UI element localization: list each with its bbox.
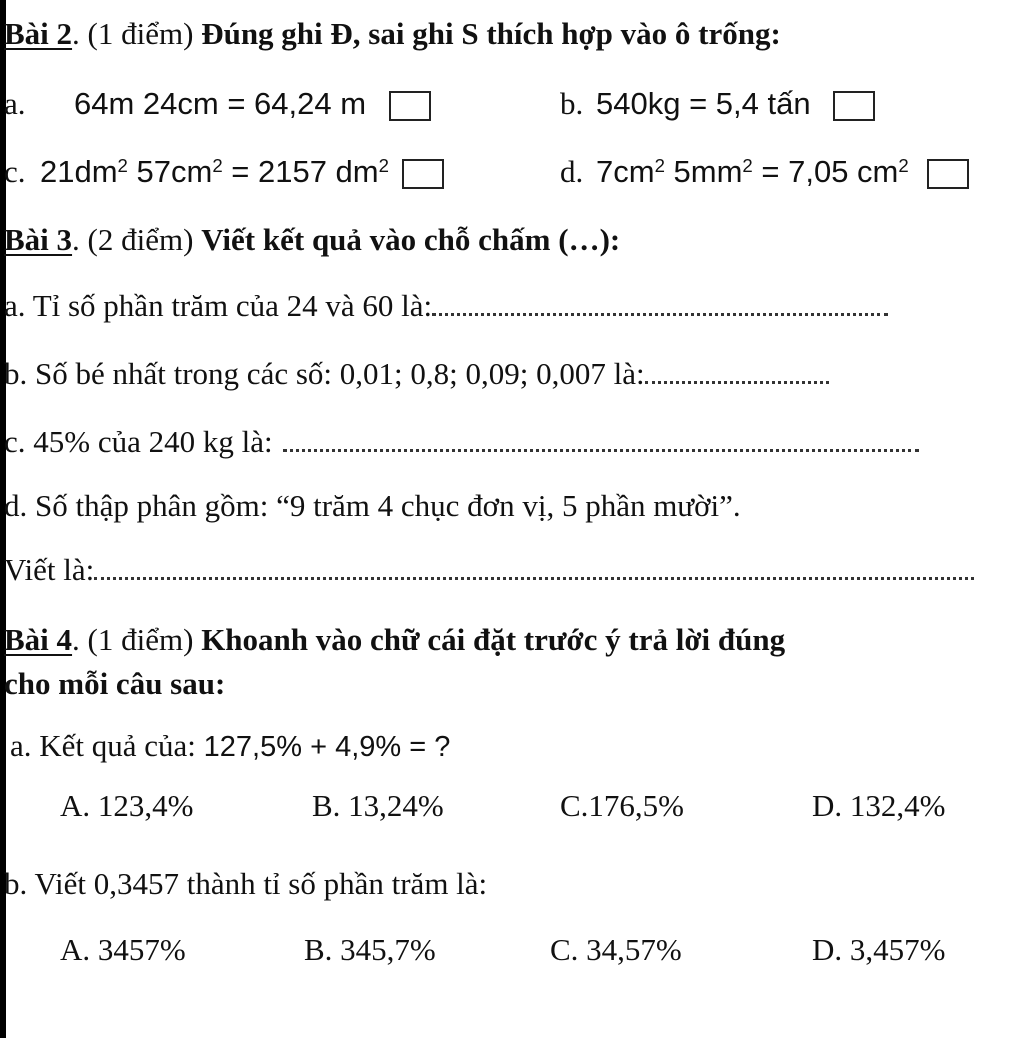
bai2-d-exp-2: 2 xyxy=(742,154,753,176)
bai2-d-exp-3: 2 xyxy=(898,154,909,176)
bai3-c-answer-line[interactable] xyxy=(283,448,919,452)
bai4-qb-option-a[interactable]: A. 3457% xyxy=(60,932,186,967)
bai2-c-expr-b: 57cm xyxy=(127,154,213,189)
bai2-c-expr-a: 21dm xyxy=(40,154,118,189)
bai2-a-expr: 64m 24cm = 64,24 m xyxy=(74,86,367,121)
bai4-qa-prompt: a. Kết quả của: xyxy=(10,728,204,763)
bai3-b-text: b. Số bé nhất trong các số: 0,01; 0,8; 0,09; 0,007 là: xyxy=(4,356,645,391)
bai4-label: Bài 4 xyxy=(4,622,73,657)
bai2-a-row xyxy=(74,84,431,124)
bai2-d-answer-box[interactable] xyxy=(927,159,969,189)
bai3-label: Bài 3 xyxy=(4,222,73,257)
bai2-c-exp-2: 2 xyxy=(212,154,223,176)
bai2-b-row xyxy=(596,84,875,124)
bai3-heading xyxy=(4,220,620,260)
bai3-b-answer-line[interactable] xyxy=(645,380,829,384)
bai3-d-answer-line[interactable] xyxy=(94,576,974,580)
bai4-qa-expr: 127,5% + 4,9% = ? xyxy=(203,731,451,763)
bai2-points: . (1 điểm) xyxy=(72,16,202,51)
bai3-write xyxy=(4,550,974,590)
bai3-c xyxy=(4,422,919,462)
bai2-c-expr-c: = 2157 dm xyxy=(222,154,379,189)
bai4-qa-option-a[interactable]: A. 123,4% xyxy=(60,788,194,823)
bai4-qb-prompt: b. Viết 0,3457 thành tỉ số phần trăm là: xyxy=(4,866,488,901)
bai3-a xyxy=(4,286,888,326)
bai2-c-answer-box[interactable] xyxy=(402,159,444,189)
bai3-points: . (2 điểm) xyxy=(72,222,202,257)
bai2-b-answer-box[interactable] xyxy=(833,91,875,121)
bai4-instruction-1: Khoanh vào chữ cái đặt trước ý trả lời đúng xyxy=(201,622,786,657)
bai4-qa xyxy=(10,726,450,767)
bai2-d-expr-c: = 7,05 cm xyxy=(752,154,899,189)
bai3-write-text: Viết là: xyxy=(4,552,95,587)
bai4-points: . (1 điểm) xyxy=(72,622,202,657)
bai4-qa-option-c[interactable]: C.176,5% xyxy=(560,788,684,823)
bai2-heading xyxy=(4,14,781,54)
bai4-qb-option-b[interactable]: B. 345,7% xyxy=(304,932,436,967)
bai4-qb-option-c[interactable]: C. 34,57% xyxy=(550,932,682,967)
bai3-a-answer-line[interactable] xyxy=(432,312,888,316)
bai2-a-letter: a. xyxy=(4,86,26,121)
bai4-qb-option-d[interactable]: D. 3,457% xyxy=(812,932,946,967)
bai2-c-exp-1: 2 xyxy=(117,154,128,176)
bai2-d-row xyxy=(596,152,969,192)
bai3-b xyxy=(4,354,829,394)
bai2-a-answer-box[interactable] xyxy=(389,91,431,121)
bai2-label: Bài 2 xyxy=(4,16,73,51)
bai3-d: d. Số thập phân gồm: “9 trăm 4 chục đơn vị, 5 phần mười”. xyxy=(4,488,741,523)
bai3-a-text: a. Tỉ số phần trăm của 24 và 60 là: xyxy=(4,288,433,323)
bai4-qa-option-d[interactable]: D. 132,4% xyxy=(812,788,946,823)
bai2-b-expr: 540kg = 5,4 tấn xyxy=(596,86,811,121)
bai2-c-letter: c. xyxy=(4,154,26,189)
bai2-d-letter: d. xyxy=(560,154,584,189)
bai4-heading xyxy=(4,620,785,660)
bai4-qa-option-b[interactable]: B. 13,24% xyxy=(312,788,444,823)
bai3-c-text: c. 45% của 240 kg là: xyxy=(4,424,273,459)
bai2-d-expr-a: 7cm xyxy=(596,154,655,189)
bai2-c-exp-3: 2 xyxy=(378,154,389,176)
bai2-d-expr-b: 5mm xyxy=(664,154,743,189)
bai4-instruction-2: cho mỗi câu sau: xyxy=(4,666,226,701)
bai2-d-exp-1: 2 xyxy=(654,154,665,176)
bai3-instruction: Viết kết quả vào chỗ chấm (…): xyxy=(201,222,621,257)
bai2-c-row xyxy=(40,152,444,192)
bai2-b-letter: b. xyxy=(560,86,584,121)
bai2-instruction: Đúng ghi Đ, sai ghi S thích hợp vào ô trống: xyxy=(201,16,781,51)
